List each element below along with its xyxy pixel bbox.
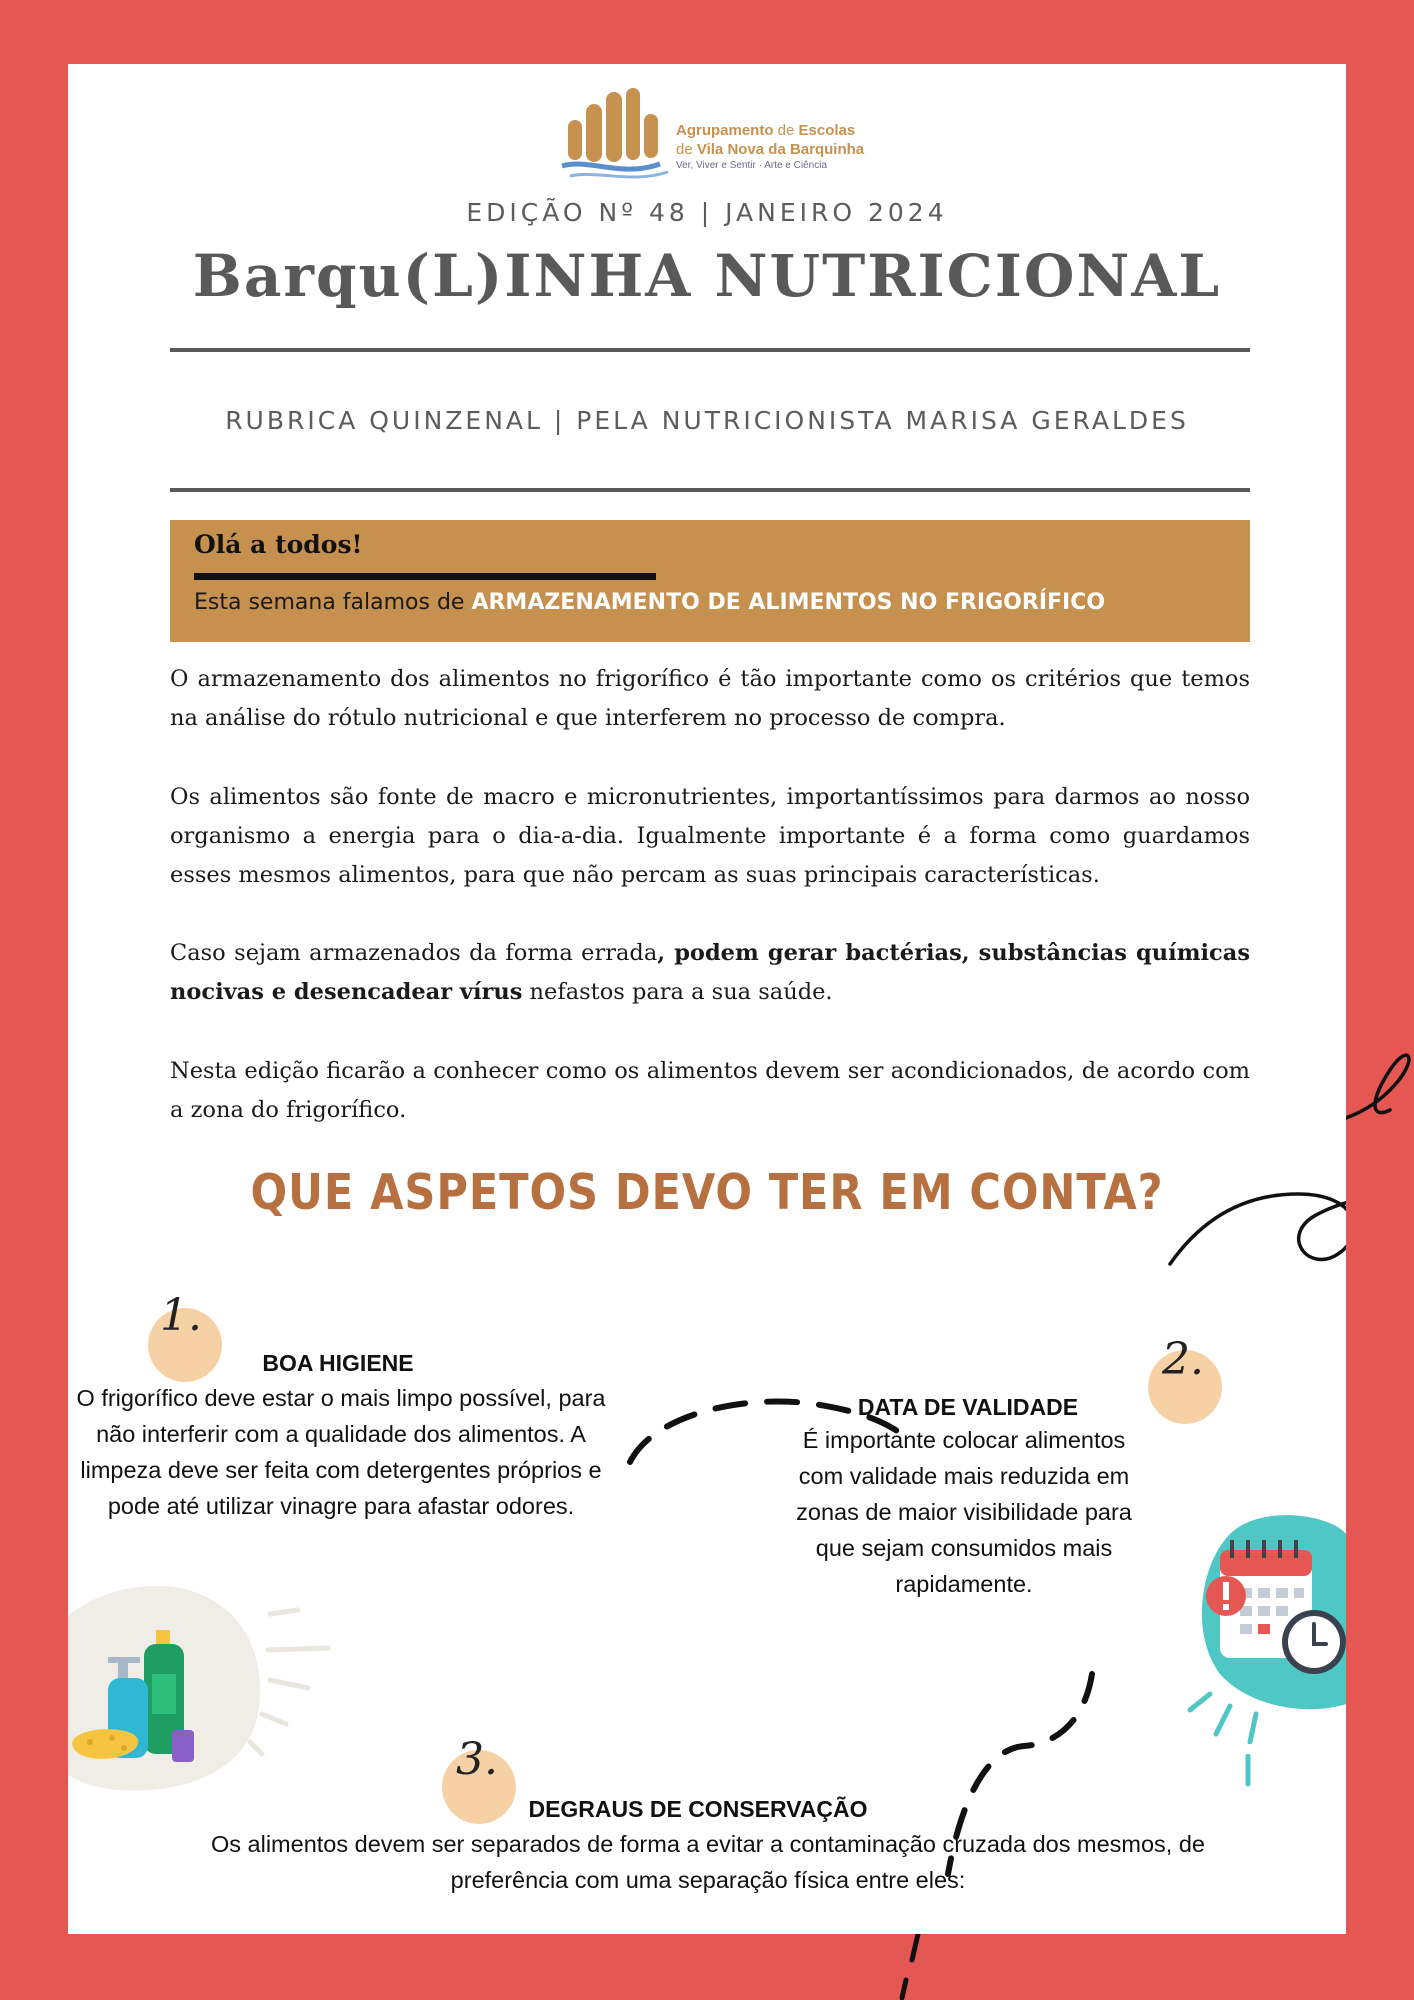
section-number-3: 3. (456, 1734, 498, 1785)
paragraph-1: O armazenamento dos alimentos no frigorífico é tão importante como os critérios que temos na análise do rótulo nutricional e que interferem no processo de compra. (170, 666, 1250, 731)
school-logo-text: Agrupamento de Escolas de Vila Nova da Barquinha Ver, Viver e Sentir · Arte e Ciência (676, 122, 865, 171)
paragraph-4: Nesta edição ficarão a conhecer como os alimentos devem ser acondicionados, de acordo com a zona do frigorífico. (170, 1058, 1250, 1123)
section-heading-1: BOA HIGIENE (262, 1350, 414, 1376)
rubrica-label: RUBRICA QUINZENAL | PELA NUTRICIONISTA MARISA GERALDES (225, 406, 1189, 435)
calendar-rays-icon (1188, 1754, 1278, 1814)
section-number-2: 2. (1162, 1334, 1204, 1385)
banner-intro: Esta semana falamos de ARMAZENAMENTO DE ALIMENTOS NO FRIGORÍFICO (194, 590, 1106, 615)
greeting: Olá a todos! (194, 530, 363, 559)
banner-topic: ARMAZENAMENTO DE ALIMENTOS NO FRIGORÍFICO (471, 590, 1106, 615)
intro-banner (170, 520, 1250, 642)
section-heading-2: DATA DE VALIDADE (857, 1394, 1079, 1420)
bottom-divider (170, 488, 1250, 492)
section-text-2: É importante colocar alimentos com validade mais reduzida em zonas de maior visibilidade para que sejam consumidos mais rapidamente. (796, 1427, 1132, 1597)
banner-underline (194, 573, 656, 580)
cleaning-products-icon (68, 1564, 340, 1804)
paragraph-3: Caso sejam armazenados da forma errada, podem gerar bactérias, substâncias químicas nocivas e desencadear vírus nefastos para a sua saúde. (170, 940, 1250, 1005)
calendar-clock-icon (1180, 1494, 1346, 1744)
paragraph-2: Os alimentos são fonte de macro e micronutrientes, importantíssimos para darmos ao nosso organismo a energia para o dia-a-dia. Igualmente importante é a forma como guardamos esses mesmos alimentos, para que não percam as suas principais características. (170, 784, 1250, 888)
section-number-1: 1. (160, 1290, 202, 1341)
section-text-3: Os alimentos devem ser separados de forma a evitar a contaminação cruzada dos mesmos, de preferência com uma separação física entre eles: (210, 1831, 1205, 1893)
section-text-1: O frigorífico deve estar o mais limpo possível, para não interferir com a qualidade dos alimentos. A limpeza deve ser feita com detergentes próprios e pode até utilizar vinagre para afastar odores. (76, 1385, 606, 1519)
section-heading-3: DEGRAUS DE CONSERVAÇÃO (528, 1796, 868, 1822)
bottom-dashes-icon (890, 1930, 930, 2000)
top-divider (170, 348, 1250, 352)
newsletter-page (68, 64, 1346, 1934)
hands-logo-icon (560, 84, 672, 184)
question-heading: QUE ASPETOS DEVO TER EM CONTA? (250, 1164, 1164, 1221)
edition-label: EDIÇÃO Nº 48 | JANEIRO 2024 (466, 198, 948, 227)
page-title: Barqu(L)INHA NUTRICIONAL (192, 242, 1222, 310)
